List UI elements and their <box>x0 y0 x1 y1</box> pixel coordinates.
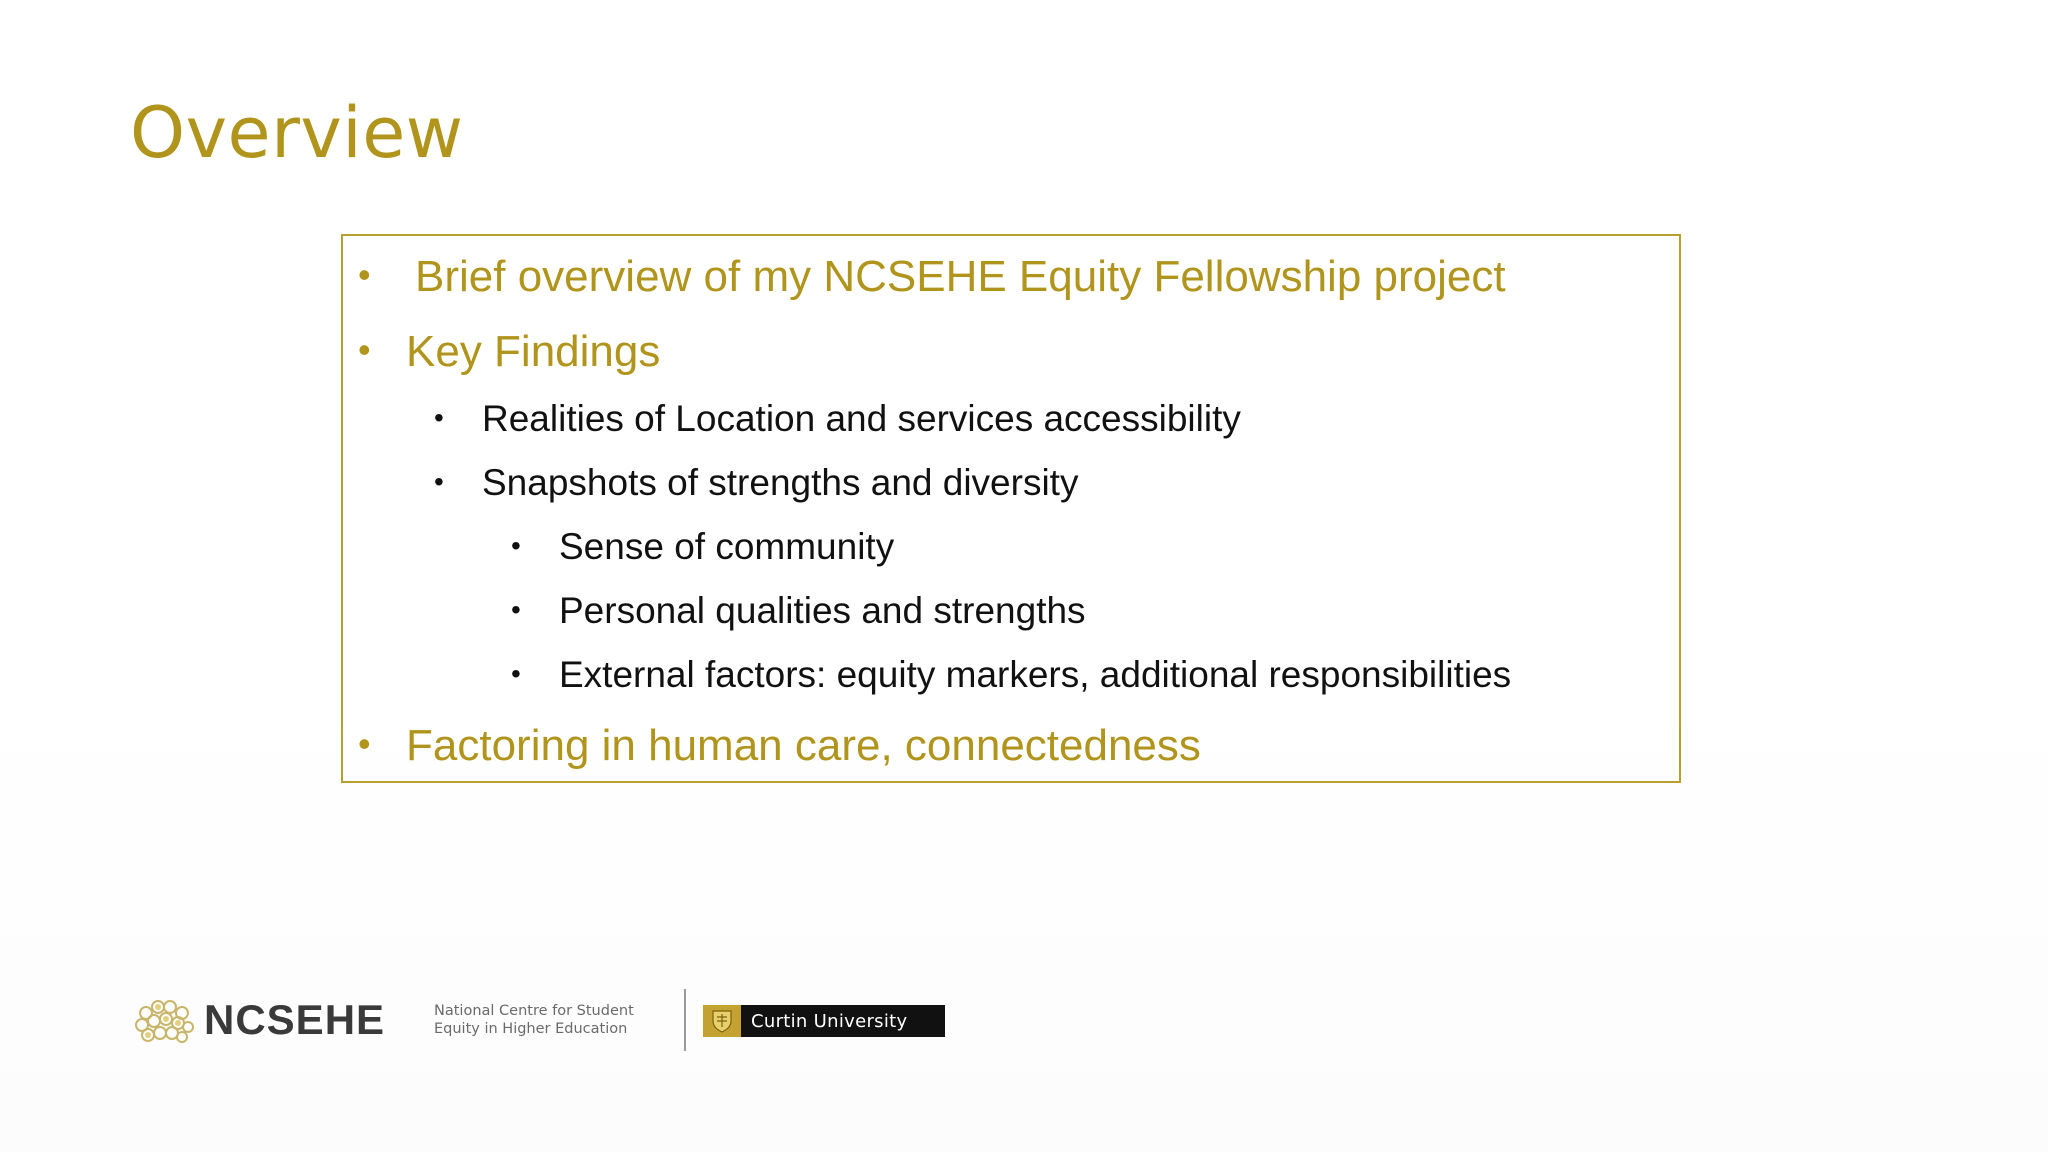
bullet-text: Factoring in human care, connectedness <box>406 721 1201 770</box>
bullet-text: Snapshots of strengths and diversity <box>482 462 1079 503</box>
bullet-text: Key Findings <box>406 327 661 376</box>
bullet-dot: • <box>358 723 371 764</box>
slide-title: Overview <box>130 92 464 174</box>
curtin-university-name: Curtin University <box>751 1010 908 1032</box>
bullet-text: Sense of community <box>559 526 895 567</box>
bullet-text: External factors: equity markers, additional responsibilities <box>559 654 1512 695</box>
bullet-text: Realities of Location and services accessibility <box>482 398 1241 439</box>
curtin-crest-icon <box>703 1005 741 1037</box>
bullet-dot: • <box>358 329 371 370</box>
bullet-dot: • <box>358 254 371 295</box>
footer-logos <box>130 985 950 1055</box>
bullet-dot: • <box>434 466 444 497</box>
footer-divider <box>684 989 686 1051</box>
ncsehe-subtitle-line1: National Centre for Student <box>434 1003 634 1019</box>
ncsehe-subtitle-line2: Equity in Higher Education <box>434 1021 628 1037</box>
bullet-dot: • <box>434 402 444 433</box>
bullet-dot: • <box>511 658 521 689</box>
ncsehe-logo-text: NCSEHE <box>204 996 386 1043</box>
bullet-dot: • <box>511 594 521 625</box>
content-box <box>341 234 1681 783</box>
curtin-logo <box>703 1005 945 1037</box>
ncsehe-subtitle <box>434 1002 634 1038</box>
bullet-dot: • <box>511 530 521 561</box>
ncsehe-logo-icon <box>134 997 194 1045</box>
bullet-text: Brief overview of my NCSEHE Equity Fellowship project <box>415 252 1506 301</box>
bullet-text: Personal qualities and strengths <box>559 590 1086 631</box>
